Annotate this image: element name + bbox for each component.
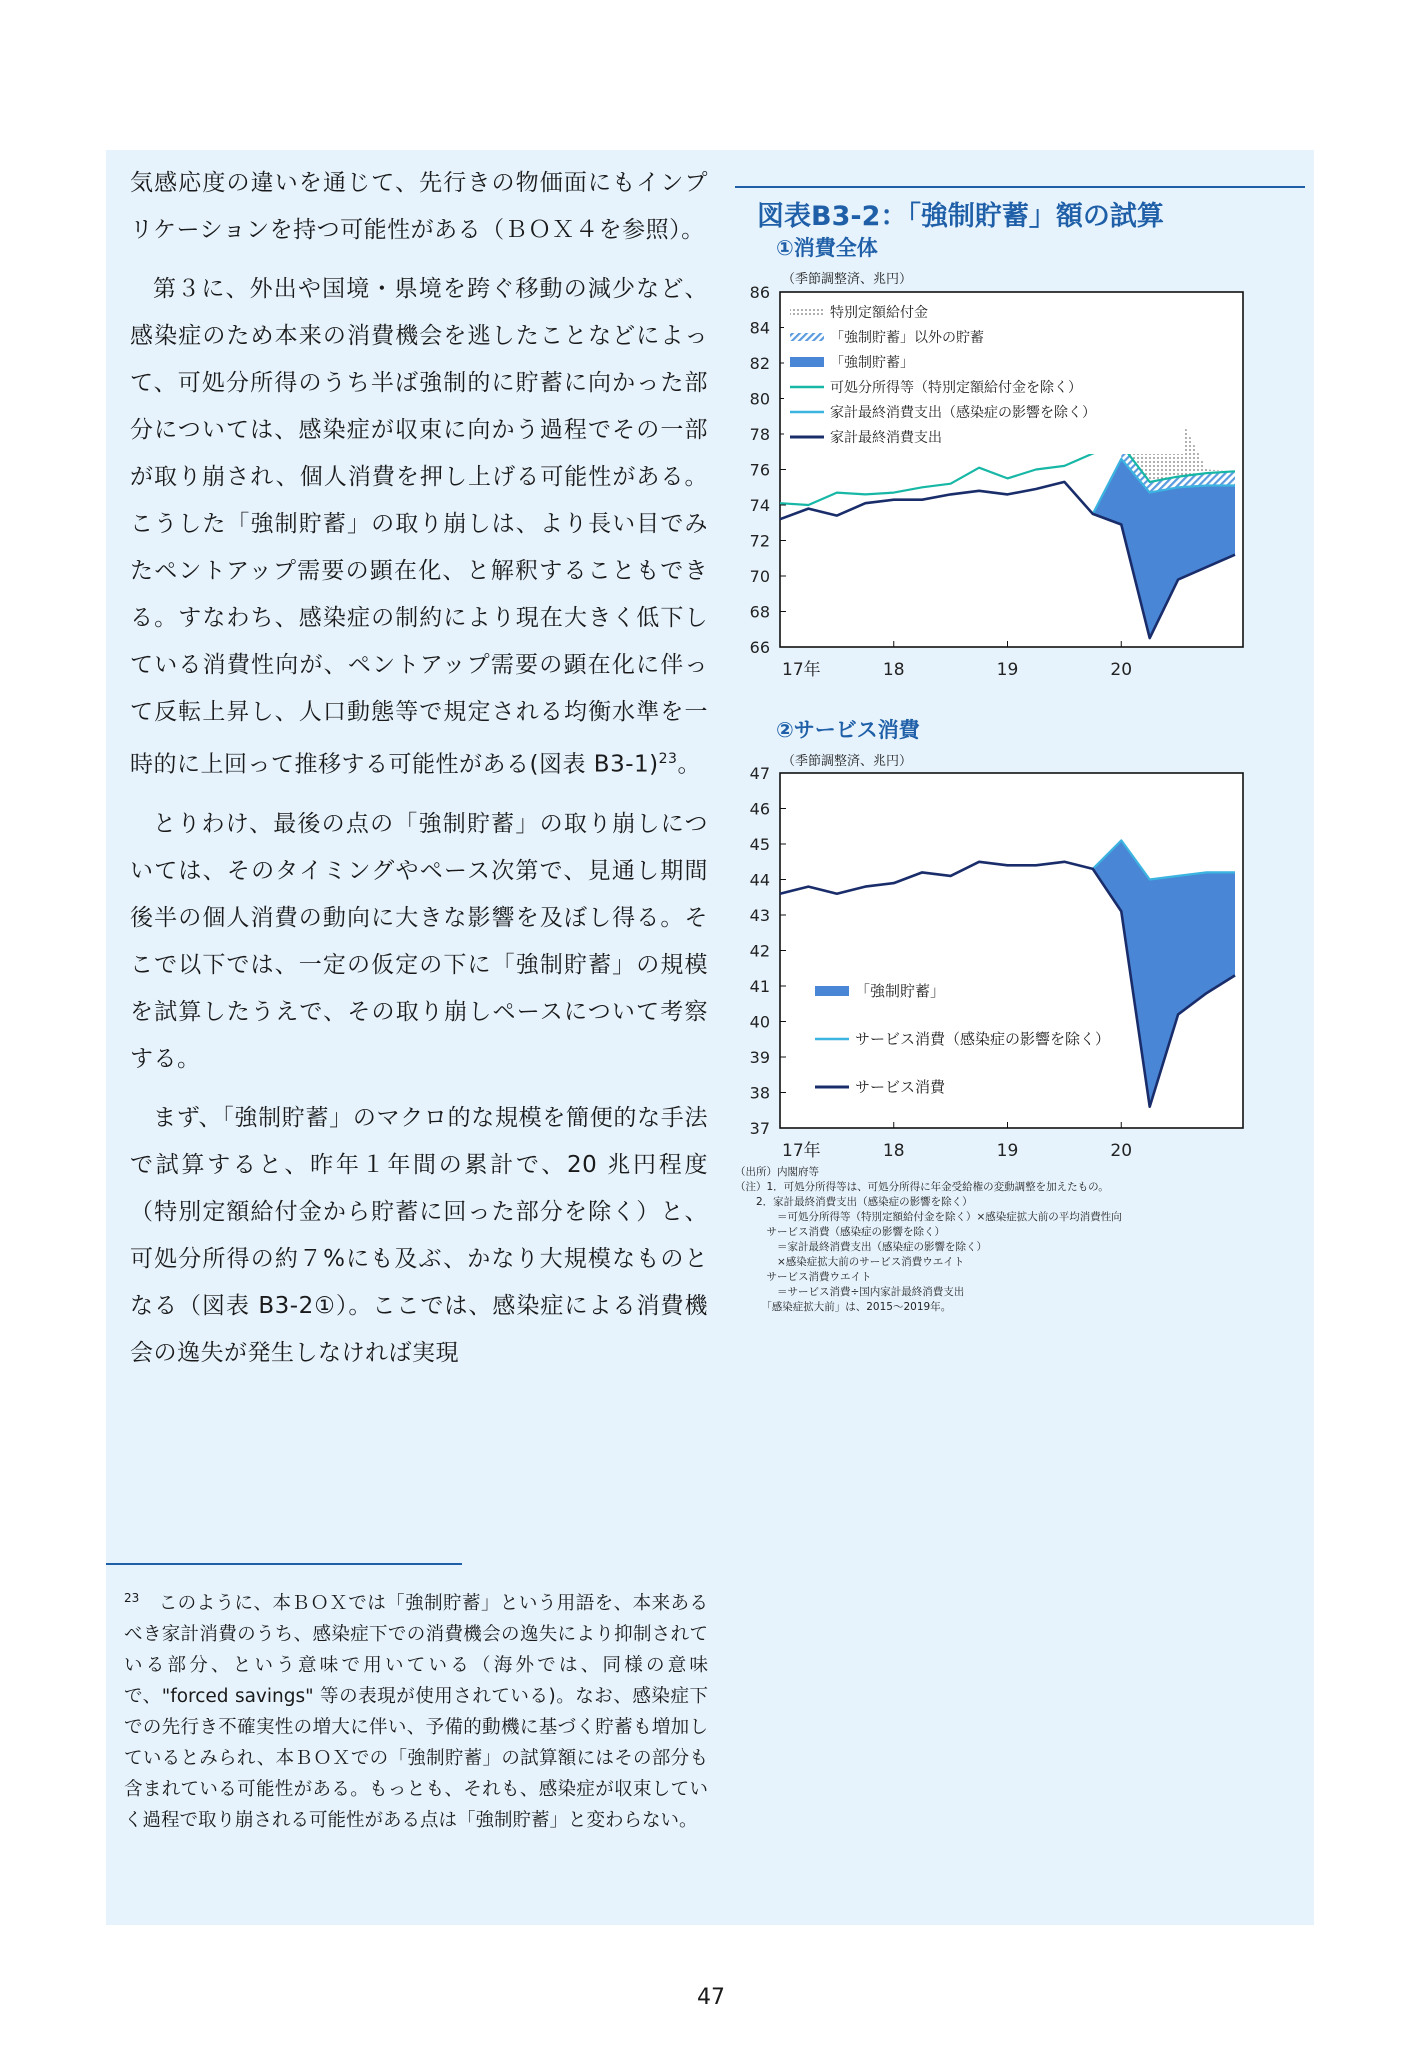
legend-label: 可処分所得等（特別定額給付金を除く） (830, 380, 1082, 396)
y-tick-label: 39 (749, 1048, 770, 1067)
y-tick-label: 84 (749, 318, 770, 338)
x-tick-label: 18 (882, 1141, 905, 1161)
y-tick-label: 41 (749, 977, 770, 996)
y-tick-label: 80 (749, 389, 770, 409)
y-tick-label: 78 (749, 425, 770, 444)
footnote-ref[interactable]: 23 (658, 751, 678, 767)
x-tick-label: 19 (996, 660, 1019, 680)
panel2-unit: （季節調整済、兆円） (782, 754, 913, 769)
legend-swatch (790, 357, 824, 367)
y-tick-label: 40 (749, 1012, 770, 1032)
note-line: 2．家計最終消費支出（感染症の影響を除く） (735, 1196, 973, 1208)
footnote-text: このように、本ＢＯＸでは「強制貯蓄」という用語を、本来あるべき家計消費のうち、感染症下での消費機会の逸失により抑制されている部分、という意味で用いている（海外では、同様の意味で、"forced savings" 等の表現が使用されている)。なお、感染症下での先行き不確実性の増大に伴い、予備的動機に基づく貯蓄も増加しているとみられ、本ＢＯＸでの「強制貯蓄」の試算額にはその部分も含まれている可能性がある。もっとも、それも、感染症が収束していく過程で取り崩される可能性がある点は「強制貯蓄」と変わらない。 (124, 1593, 708, 1832)
page-number: 47 (697, 1985, 725, 2010)
paragraph-2: 第３に、外出や国境・県境を跨ぐ移動の減少など、感染症のため本来の消費機会を逃したことなどによって、可処分所得のうち半ば強制的に貯蓄に向かった部分については、感染症が収束に向かう過程でその一部が取り崩され、個人消費を押し上げる可能性がある。こうした「強制貯蓄」の取り崩しは、より長い目でみたペントアップ需要の顕在化、と解釈することもできる。すなわち、感染症の制約により現在大きく低下している消費性向が、ペントアップ需要の顕在化に伴って反転上昇し、人口動態等で規定される均衡水準を一時的に上回って推移する可能性がある(図表 B3-1)$^{23}$。 (130, 276, 709, 778)
paragraph-4: まず、「強制貯蓄」のマクロ的な規模を簡便的な手法で試算すると、昨年１年間の累計で、20 兆円程度（特別定額給付金から貯蓄に回った部分を除く）と、可処分所得の約７%にも及ぶ、かなり大規模なものとなる（図表 B3-2①）。ここでは、感染症による消費機会の逸失が発生しなければ実現 (130, 1104, 709, 1366)
legend-label: 特別定額給付金 (830, 305, 928, 321)
note-line: ×感染症拡大前のサービス消費ウエイト (735, 1256, 965, 1268)
note-line: （注）1．可処分所得等は、可処分所得に年金受給権の変動調整を加えたもの。 (735, 1181, 1109, 1193)
legend-label: サービス消費 (855, 1078, 946, 1096)
x-tick-label: 20 (1110, 1141, 1133, 1161)
figure-title: 図表B3-2：「強制貯蓄」額の試算 (757, 201, 1164, 232)
y-tick-label: 70 (749, 567, 770, 586)
x-tick-label: 18 (882, 660, 905, 680)
y-tick-label: 68 (749, 602, 770, 622)
figure-notes (735, 1165, 1305, 1315)
legend-swatch (790, 308, 824, 316)
y-tick-label: 37 (749, 1119, 770, 1138)
legend-label: 家計最終消費支出 (830, 430, 942, 446)
legend-swatch (790, 333, 824, 341)
legend-label: サービス消費（感染症の影響を除く） (855, 1030, 1111, 1048)
legend-label: 家計最終消費支出（感染症の影響を除く） (830, 405, 1096, 421)
note-line: ＝サービス消費÷国内家計最終消費支出 (735, 1286, 965, 1298)
x-tick-label: 20 (1110, 660, 1133, 680)
y-tick-label: 66 (749, 638, 770, 657)
y-tick-label: 47 (749, 764, 770, 783)
panel1-title: ①消費全体 (776, 236, 878, 260)
y-tick-label: 45 (749, 835, 770, 854)
y-tick-label: 72 (749, 531, 770, 551)
panel2-title: ②サービス消費 (776, 718, 920, 742)
paragraph-3: とりわけ、最後の点の「強制貯蓄」の取り崩しについては、そのタイミングやペース次第で、見通し期間後半の個人消費の動向に大きな影響を及ぼし得る。そこで以下では、一定の仮定の下に「強制貯蓄」の規模を試算したうえで、その取り崩しペースについて考察する。 (130, 810, 708, 1072)
legend-label: 「強制貯蓄」 (830, 355, 914, 371)
y-tick-label: 86 (749, 283, 770, 302)
paragraph-1: 気感応度の違いを通じて、先行きの物価面にもインプリケーションを持つ可能性がある（ＢＯＸ４を参照）。 (130, 170, 708, 243)
y-tick-label: 44 (749, 870, 770, 890)
y-tick-label: 74 (749, 496, 770, 515)
panel1-unit: （季節調整済、兆円） (782, 272, 913, 287)
source-note: （出所）内閣府等 (735, 1166, 819, 1178)
footnote-number: 23 (124, 1591, 140, 1605)
x-tick-label: 19 (996, 1141, 1019, 1161)
legend-label: 「強制貯蓄」 (855, 982, 946, 1000)
legend-label: 「強制貯蓄」以外の貯蓄 (830, 330, 984, 346)
x-tick-label: 17年 (782, 1141, 821, 1161)
note-line: サービス消費ウエイト (735, 1271, 872, 1283)
y-tick-label: 43 (749, 906, 770, 925)
note-line: ＝家計最終消費支出（感染症の影響を除く） (735, 1241, 987, 1253)
y-tick-label: 38 (749, 1083, 770, 1103)
y-tick-label: 76 (749, 460, 770, 480)
x-tick-label: 17年 (782, 660, 821, 680)
y-tick-label: 82 (749, 354, 770, 373)
y-tick-label: 42 (749, 941, 770, 961)
note-line: 「感染症拡大前」は、2015～2019年。 (735, 1301, 952, 1313)
note-line: ＝可処分所得等（特別定額給付金を除く）×感染症拡大前の平均消費性向 (735, 1211, 1122, 1223)
note-line: サービス消費（感染症の影響を除く） (735, 1226, 945, 1238)
y-tick-label: 46 (749, 799, 770, 819)
legend-swatch (815, 986, 849, 996)
